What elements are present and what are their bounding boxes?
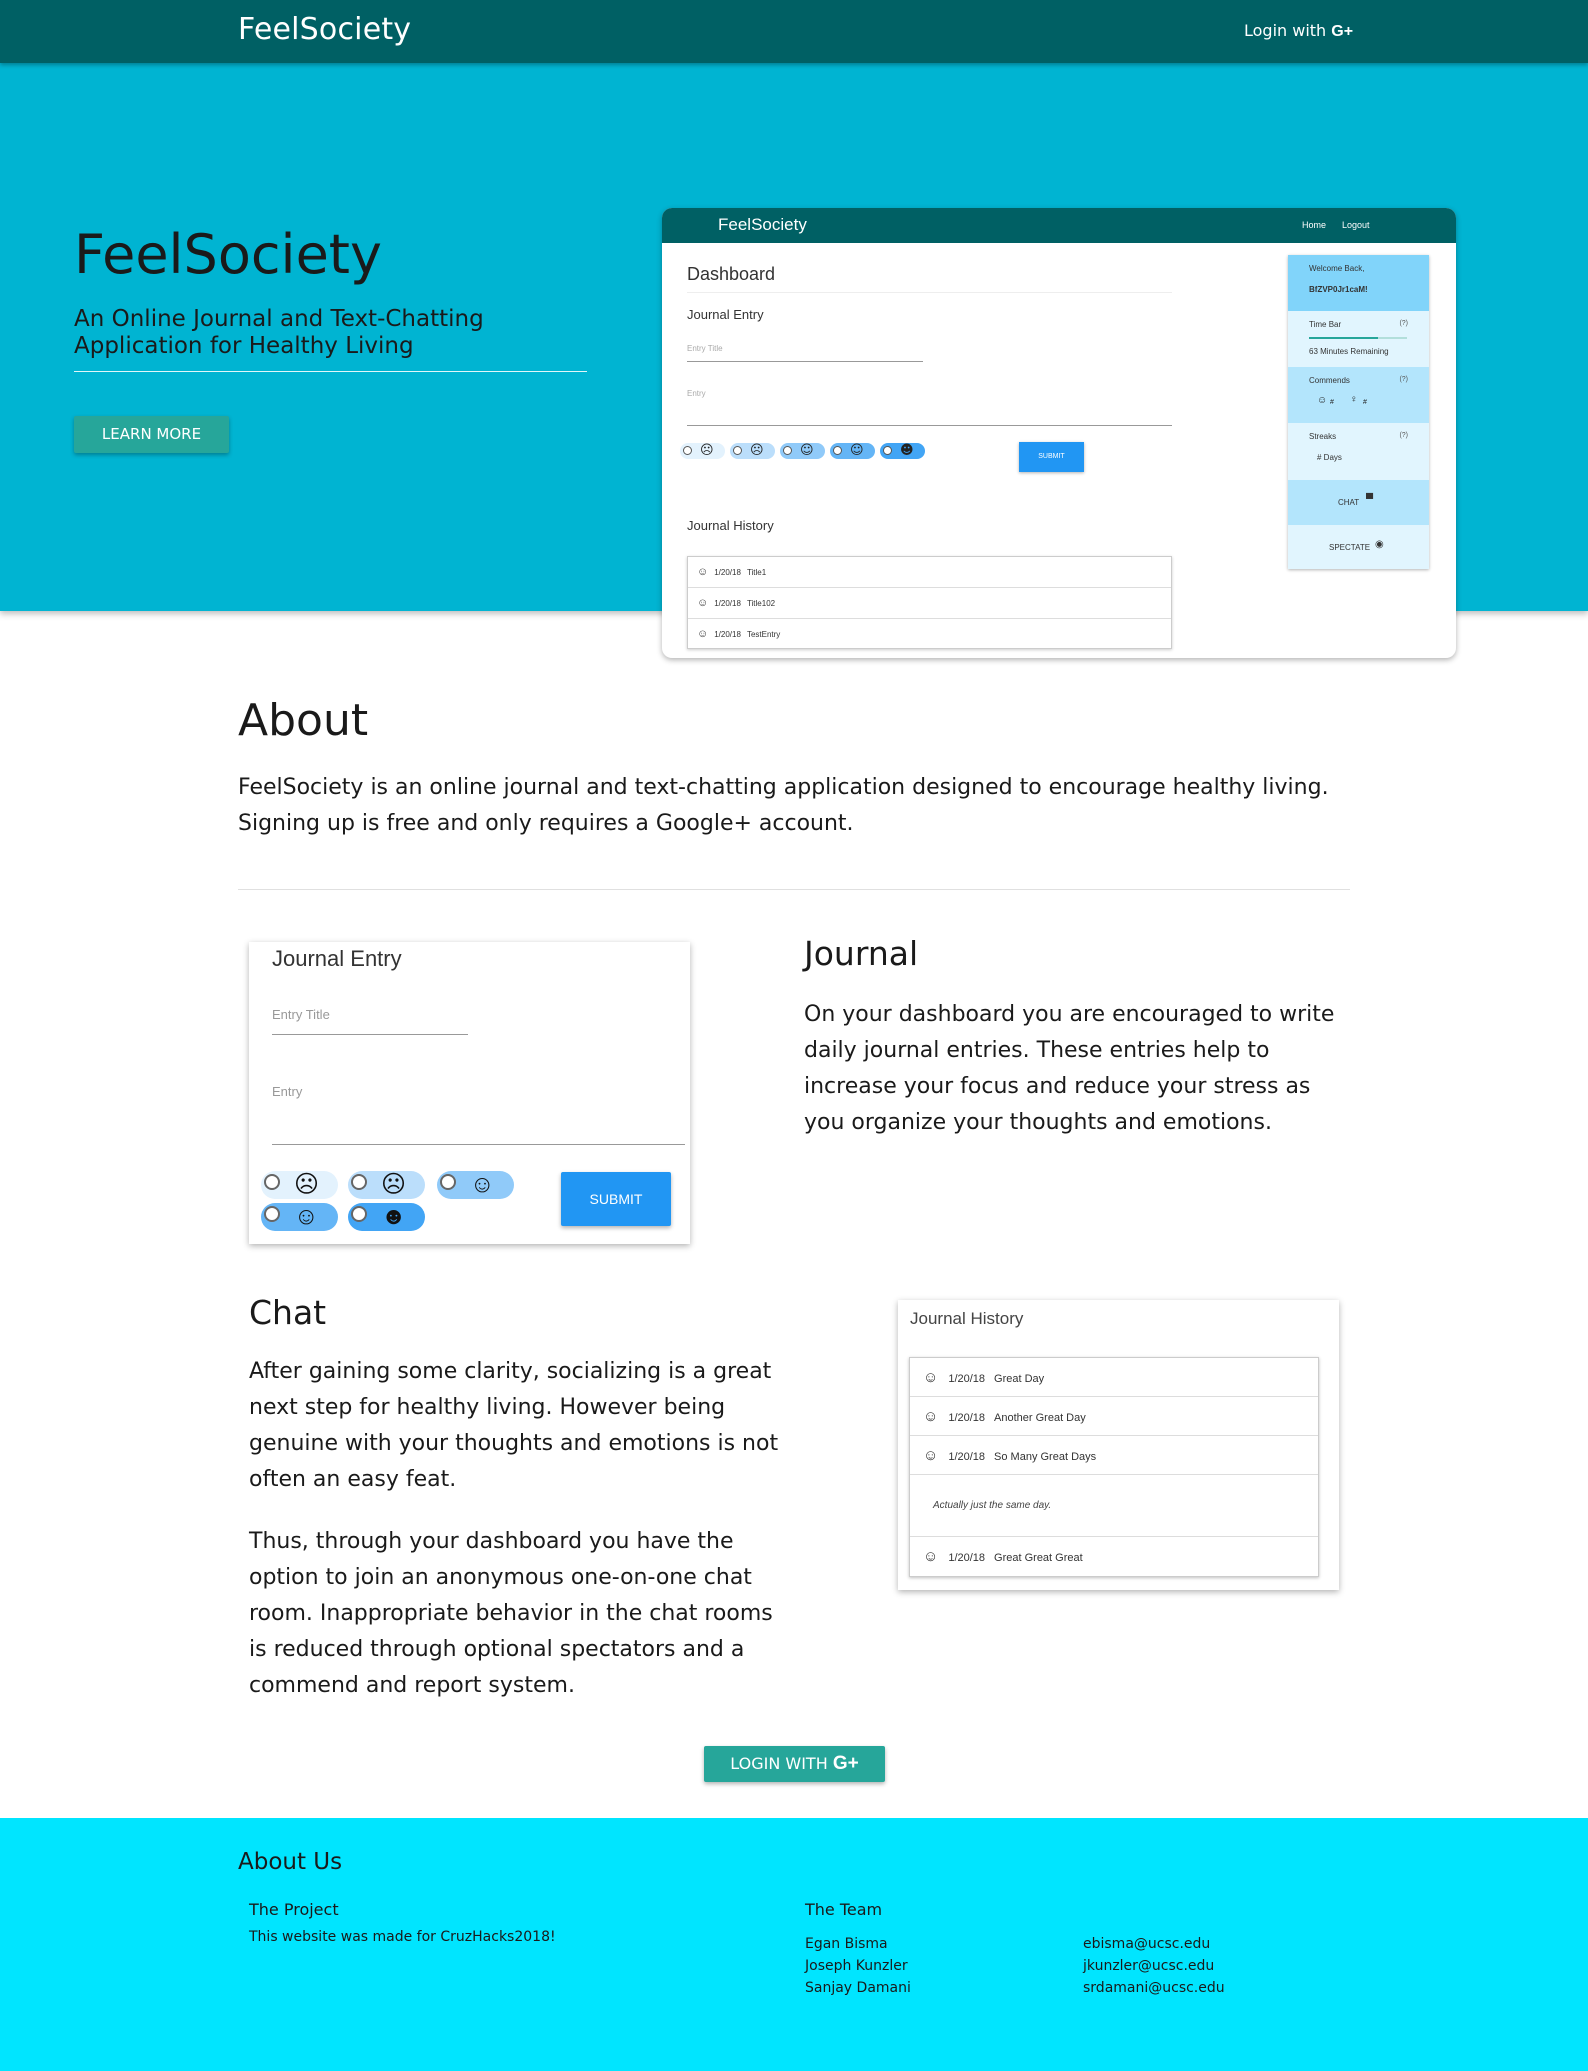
chat-text-2: Thus, through your dashboard you have the option to join an anonymous one-on-one chat room. Inappropriate behavior in the chat rooms is reduced through optional spectators and a commend and report system. [249, 1529, 773, 1698]
preview-history-row: ☺ 1/20/18 TestEntry [697, 628, 781, 640]
team-member-email[interactable]: ebisma@ucsc.edu [1083, 1936, 1211, 1952]
preview-entry-placeholder: Entry [687, 389, 706, 398]
preview-mood-4 [830, 443, 875, 459]
preview-entry-underline [687, 425, 1172, 426]
entry-underline [272, 1144, 685, 1145]
journal-heading: Journal [804, 934, 919, 973]
project-text: This website was made for CruzHacks2018! [249, 1929, 556, 1945]
smile-face-icon: ☺ [697, 597, 709, 609]
commend-face-icon: ☺ [1317, 395, 1328, 406]
preview-history-list [687, 556, 1172, 649]
entry-title-placeholder: Entry Title [272, 1007, 330, 1022]
preview-welcome-panel: Welcome Back, BfZVP0Jr1caM! [1288, 255, 1429, 311]
nav-login-link[interactable] [1244, 21, 1353, 41]
preview-mood-5 [880, 443, 925, 459]
help-icon: (?) [1399, 376, 1408, 383]
happy-face-icon: ☻ [381, 1203, 407, 1230]
project-heading: The Project [249, 1900, 339, 1919]
about-divider [238, 889, 1350, 890]
brand-logo[interactable]: FeelSociety [238, 12, 412, 47]
preview-time-progress-fill [1309, 337, 1378, 339]
preview-journal-entry-title: Journal Entry [687, 307, 764, 322]
dashboard-preview [662, 208, 1456, 658]
preview-chat-button: CHAT ▀ [1288, 480, 1429, 525]
journal-entry-card-title: Journal Entry [272, 946, 402, 971]
preview-home-link: Home [1302, 220, 1327, 230]
neutral-face-icon: ☺ [470, 1171, 495, 1198]
entry-placeholder: Entry [272, 1084, 303, 1099]
team-member-name: Egan Bisma [805, 1936, 888, 1952]
about-heading: About [238, 695, 369, 746]
mood-option-4 [261, 1203, 338, 1231]
preview-entry-title-placeholder: Entry Title [687, 344, 723, 353]
help-icon: (?) [1399, 432, 1408, 439]
history-entry-note: Actually just the same day. [910, 1475, 1318, 1537]
learn-more-button[interactable]: LEARN MORE [74, 416, 229, 453]
mood-option-3 [437, 1171, 514, 1199]
happy-face-icon: ☻ [900, 443, 914, 458]
preview-submit-button: SUBMIT [1019, 442, 1084, 472]
sad-face-icon: ☹ [750, 443, 764, 458]
preview-brand: FeelSociety [718, 215, 807, 234]
preview-commends-panel: Commends (?) ☺ # ♀ # [1288, 367, 1429, 423]
smile-face-icon: ☺ [923, 1447, 939, 1464]
about-text: FeelSociety is an online journal and text-chatting application designed to encourage healthy living. Signing up is free and only requires a Google+ account. [238, 775, 1329, 836]
preview-mood-2 [730, 443, 775, 459]
neutral-face-icon: ☺ [800, 443, 814, 458]
nav-login-label: Login with [1244, 21, 1327, 40]
hero-divider [74, 371, 587, 372]
smile-face-icon: ☺ [697, 628, 709, 640]
hero-title: FeelSociety [74, 223, 382, 286]
preview-journal-history-title: Journal History [687, 518, 774, 533]
team-member-name: Sanjay Damani [805, 1980, 911, 1996]
preview-spectate-button: SPECTATE ◉ [1288, 525, 1429, 569]
very-sad-face-icon: ☹ [700, 443, 714, 458]
preview-history-row: ☺ 1/20/18 Title1 [688, 557, 1171, 588]
eye-icon: ◉ [1375, 539, 1384, 550]
preview-sidebar [1288, 255, 1429, 569]
hero-section [0, 63, 1588, 640]
history-row: ☺ 1/20/18 Great Great Great [923, 1548, 1083, 1565]
chat-heading: Chat [249, 1293, 327, 1332]
login-button-label: LOGIN WITH [730, 1754, 828, 1773]
help-icon: (?) [1399, 320, 1408, 327]
top-navbar [0, 0, 1588, 63]
login-with-google-button[interactable] [704, 1746, 885, 1782]
google-plus-icon: G+ [1331, 23, 1354, 40]
mood-option-2 [348, 1171, 425, 1199]
preview-divider [687, 292, 1172, 293]
team-member-email[interactable]: jkunzler@ucsc.edu [1083, 1958, 1215, 1974]
team-heading: The Team [805, 1900, 883, 1919]
journal-history-card [898, 1300, 1339, 1590]
preview-time-bar-panel: Time Bar (?) 63 Minutes Remaining [1288, 311, 1429, 367]
mood-option-1 [261, 1171, 338, 1199]
history-row: ☺ 1/20/18 Great Day [910, 1358, 1318, 1397]
smile-face-icon: ☺ [697, 566, 709, 578]
preview-time-progress-track [1309, 337, 1407, 339]
preview-username: BfZVP0Jr1caM! [1309, 285, 1368, 294]
journal-history-list [909, 1357, 1319, 1577]
smile-face-icon: ☺ [923, 1548, 939, 1565]
sad-face-icon: ☹ [381, 1171, 407, 1198]
hero-subtitle: An Online Journal and Text-Chatting Application for Healthy Living [74, 306, 484, 359]
entry-title-underline [272, 1034, 468, 1035]
footer [0, 1818, 1588, 2071]
chat-text-1: After gaining some clarity, socializing is a great next step for healthy living. However being genuine with your thoughts and emotions is not often an easy feat. [249, 1359, 779, 1492]
history-row: ☺ 1/20/18 So Many Great Days [910, 1436, 1318, 1475]
preview-navbar [662, 208, 1456, 243]
footer-heading: About Us [238, 1849, 343, 1875]
preview-entry-title-underline [687, 361, 923, 362]
lightbulb-icon: ♀ [1350, 394, 1358, 405]
journal-history-title: Journal History [910, 1309, 1024, 1328]
smile-face-icon: ☺ [850, 443, 864, 458]
journal-submit-button: SUBMIT [561, 1172, 671, 1226]
smile-face-icon: ☺ [294, 1203, 319, 1230]
journal-text: On your dashboard you are encouraged to write daily journal entries. These entries help to increase your focus and reduce your stress as you organize your thoughts and emotions. [804, 1002, 1335, 1135]
preview-mood-1 [680, 443, 725, 459]
preview-dashboard-title: Dashboard [687, 264, 776, 284]
very-sad-face-icon: ☹ [294, 1171, 320, 1198]
smile-face-icon: ☺ [923, 1408, 939, 1425]
preview-streaks-panel: Streaks (?) # Days [1288, 423, 1429, 480]
team-member-name: Joseph Kunzler [805, 1958, 908, 1974]
preview-history-row: ☺ 1/20/18 Title102 [688, 588, 1171, 619]
preview-logout-link: Logout [1342, 220, 1370, 230]
history-row: ☺ 1/20/18 Another Great Day [910, 1397, 1318, 1436]
journal-entry-card [249, 942, 690, 1244]
mood-option-5 [348, 1203, 425, 1231]
chat-bubble-icon: ▀ [1366, 494, 1374, 505]
preview-mood-3 [780, 443, 825, 459]
google-plus-icon: G+ [832, 1753, 859, 1774]
smile-face-icon: ☺ [923, 1369, 939, 1386]
team-member-email[interactable]: srdamani@ucsc.edu [1083, 1980, 1225, 1996]
